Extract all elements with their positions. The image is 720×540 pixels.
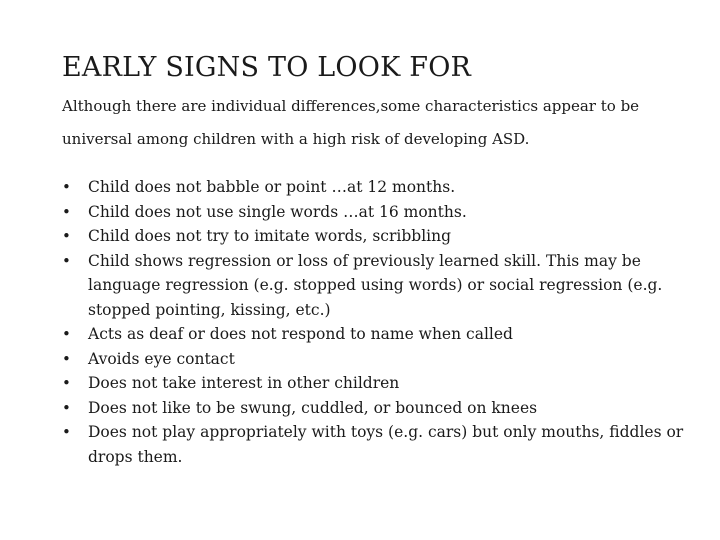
- slide-title: EARLY SIGNS TO LOOK FOR: [62, 52, 472, 83]
- list-item-text: Child does not babble or point …at 12 months.: [88, 178, 456, 196]
- bullet-icon: •: [62, 202, 71, 221]
- bullet-icon: •: [62, 398, 71, 417]
- list-item: [62, 175, 692, 200]
- bullet-icon: •: [62, 374, 71, 392]
- list-item: [62, 420, 692, 469]
- list-item-text: Does not take interest in other children: [88, 374, 400, 392]
- bullet-icon: •: [62, 227, 71, 245]
- list-item: [62, 200, 692, 225]
- list-item-text: Does not play appropriately with toys (e.g. cars) but only mouths, fiddles or drops them.: [88, 423, 684, 466]
- bullet-icon: •: [62, 349, 71, 368]
- intro-paragraph: Although there are individual differences,some characteristics appear to be universal among children with a high risk of developing ASD.: [62, 97, 640, 148]
- list-item: [62, 396, 692, 421]
- list-item: [62, 347, 692, 372]
- list-item-text: Child does not try to imitate words, scribbling: [88, 227, 452, 245]
- bullet-icon: •: [62, 423, 71, 441]
- list-item: [62, 371, 692, 396]
- list-item: [62, 322, 692, 347]
- list-item-text: Child shows regression or loss of previously learned skill. This may be language regression (e.g. stopped using words) or social regression (e.g. stopped pointing, kissing, etc.): [88, 251, 663, 319]
- list-item: [62, 224, 692, 249]
- list-item: [62, 249, 692, 323]
- bullet-icon: •: [62, 178, 71, 196]
- list-item-text: Acts as deaf or does not respond to name when called: [88, 325, 513, 343]
- list-item-text: Child does not use single words …at 16 months.: [88, 202, 467, 221]
- bullet-icon: •: [62, 251, 71, 270]
- list-item-text: Avoids eye contact: [88, 349, 235, 368]
- signs-list: [62, 175, 692, 469]
- bullet-icon: •: [62, 325, 71, 343]
- list-item-text: Does not like to be swung, cuddled, or bounced on knees: [88, 398, 538, 417]
